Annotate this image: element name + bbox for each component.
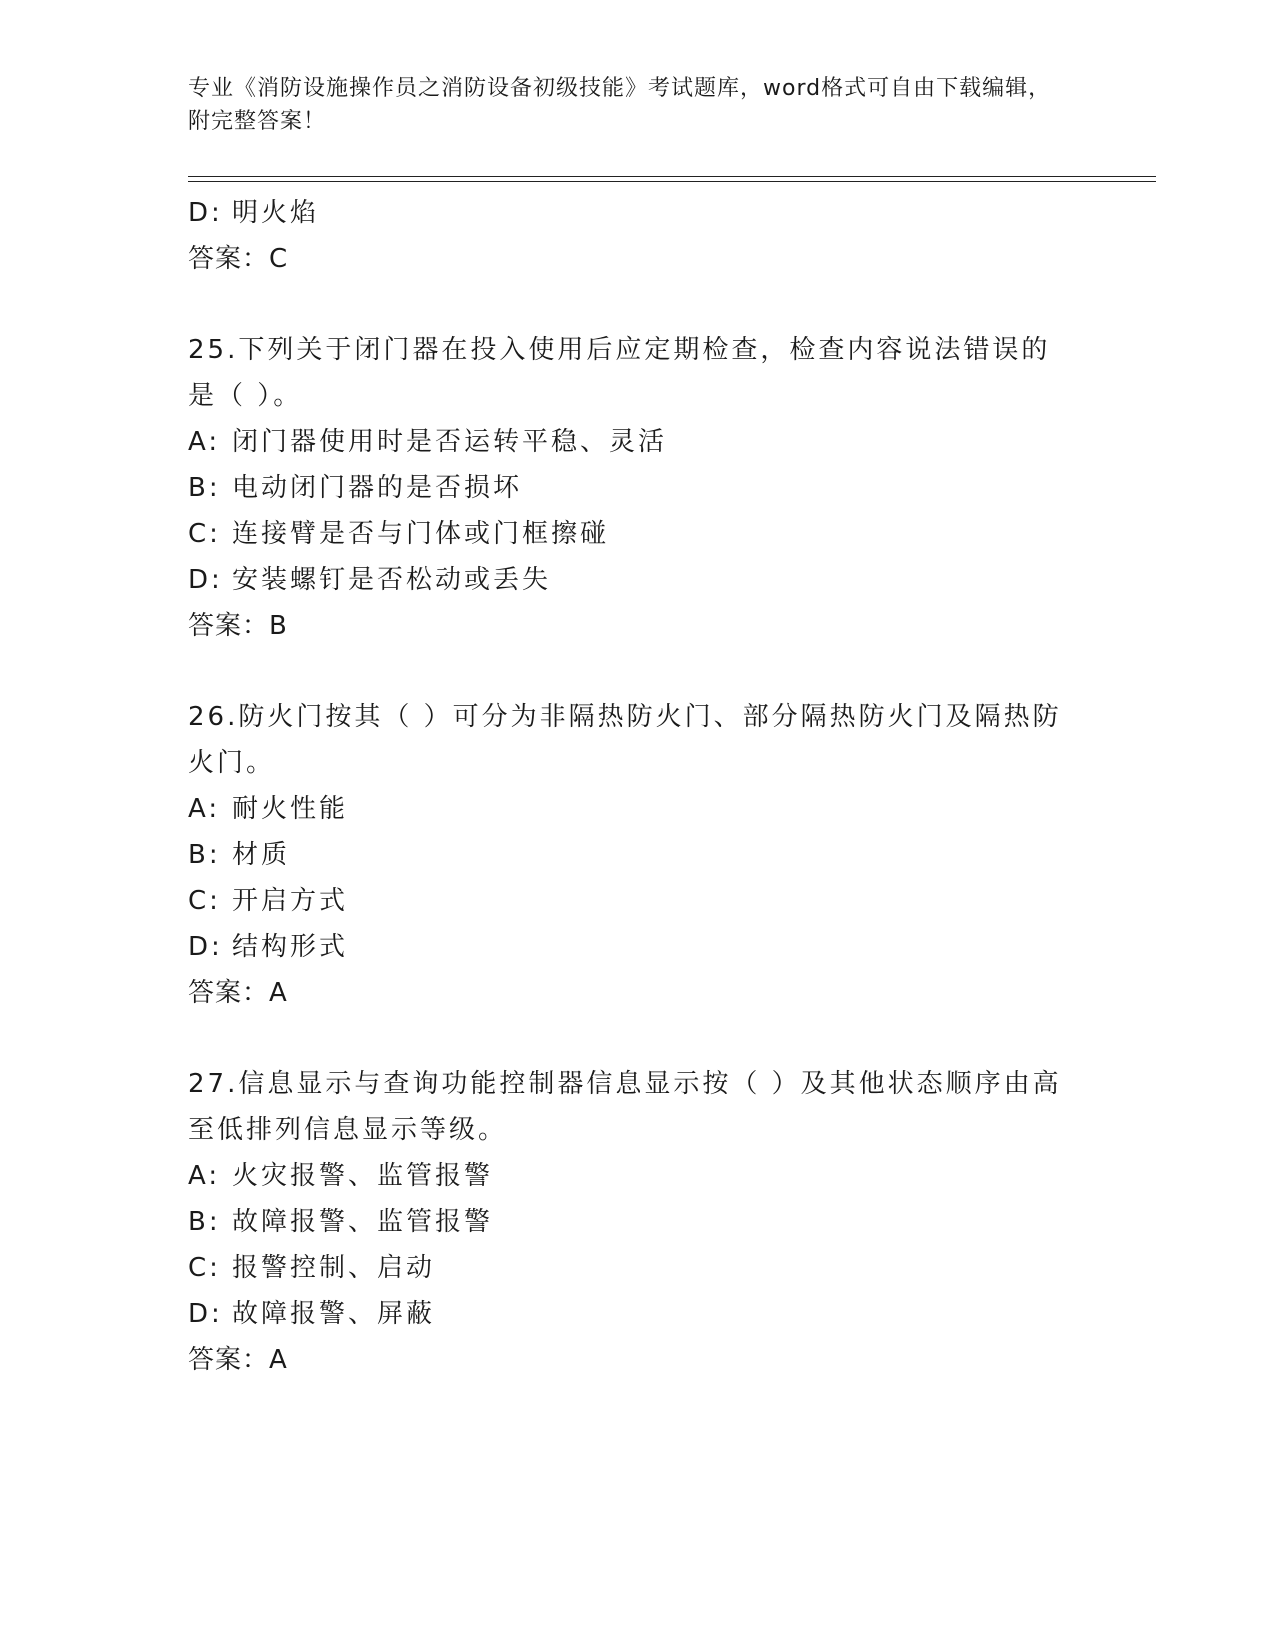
question-26-option-d [188, 924, 1088, 970]
question-25-option-c [188, 511, 1088, 557]
option-text: 报警控制、启动 [232, 1253, 436, 1283]
option-label: C: [188, 519, 221, 549]
option-label: A: [188, 794, 221, 824]
option-label: D: [188, 565, 223, 595]
option-label: C: [188, 886, 221, 916]
option-label: B: [188, 473, 221, 503]
option-label: D: [188, 932, 223, 962]
document-header: 专业《消防设施操作员之消防设备初级技能》考试题库，word格式可自由下载编辑，附完整答案！ [188, 76, 1052, 134]
question-25-option-b [188, 465, 1088, 511]
option-text: 结构形式 [232, 932, 349, 962]
question-26-text: 26.防火门按其（ ）可分为非隔热防火门、部分隔热防火门及隔热防火门。 [188, 702, 1062, 778]
question-26-option-b [188, 832, 1088, 878]
question-27-option-a [188, 1153, 1088, 1199]
option-label: B: [188, 1207, 221, 1237]
header-rule-bottom [188, 181, 1156, 182]
prev-option-d [188, 190, 1088, 236]
option-label: D: [188, 198, 223, 228]
spacer [188, 282, 1088, 327]
option-text: 故障报警、监管报警 [232, 1207, 494, 1237]
question-27-text: 27.信息显示与查询功能控制器信息显示按（ ）及其他状态顺序由高至低排列信息显示等级。 [188, 1069, 1062, 1145]
question-27-option-b [188, 1199, 1088, 1245]
question-27-option-d [188, 1291, 1088, 1337]
option-text: 闭门器使用时是否运转平稳、灵活 [232, 427, 668, 457]
question-25-answer: 答案：B [188, 611, 288, 641]
spacer [188, 649, 1088, 694]
question-content [188, 190, 1088, 1383]
option-label: A: [188, 427, 221, 457]
prev-answer: 答案：C [188, 244, 289, 274]
question-27-option-c [188, 1245, 1088, 1291]
option-text: 耐火性能 [232, 794, 349, 824]
option-text: 连接臂是否与门体或门框擦碰 [232, 519, 610, 549]
spacer [188, 1016, 1088, 1061]
option-label: C: [188, 1253, 221, 1283]
header-rule-top [188, 176, 1156, 177]
option-text: 明火焰 [232, 198, 320, 228]
option-text: 安装螺钉是否松动或丢失 [232, 565, 552, 595]
option-label: B: [188, 840, 221, 870]
question-25-option-d [188, 557, 1088, 603]
option-text: 开启方式 [232, 886, 349, 916]
question-26-option-a [188, 786, 1088, 832]
option-text: 火灾报警、监管报警 [232, 1161, 494, 1191]
option-text: 电动闭门器的是否损坏 [232, 473, 523, 503]
question-27-answer: 答案：A [188, 1345, 288, 1375]
question-26-option-c [188, 878, 1088, 924]
question-25-text: 25.下列关于闭门器在投入使用后应定期检查，检查内容说法错误的是（ ）。 [188, 335, 1051, 411]
option-label: A: [188, 1161, 221, 1191]
question-26-answer: 答案：A [188, 978, 288, 1008]
option-label: D: [188, 1299, 223, 1329]
question-25-option-a [188, 419, 1088, 465]
option-text: 故障报警、屏蔽 [232, 1299, 436, 1329]
option-text: 材质 [232, 840, 291, 870]
